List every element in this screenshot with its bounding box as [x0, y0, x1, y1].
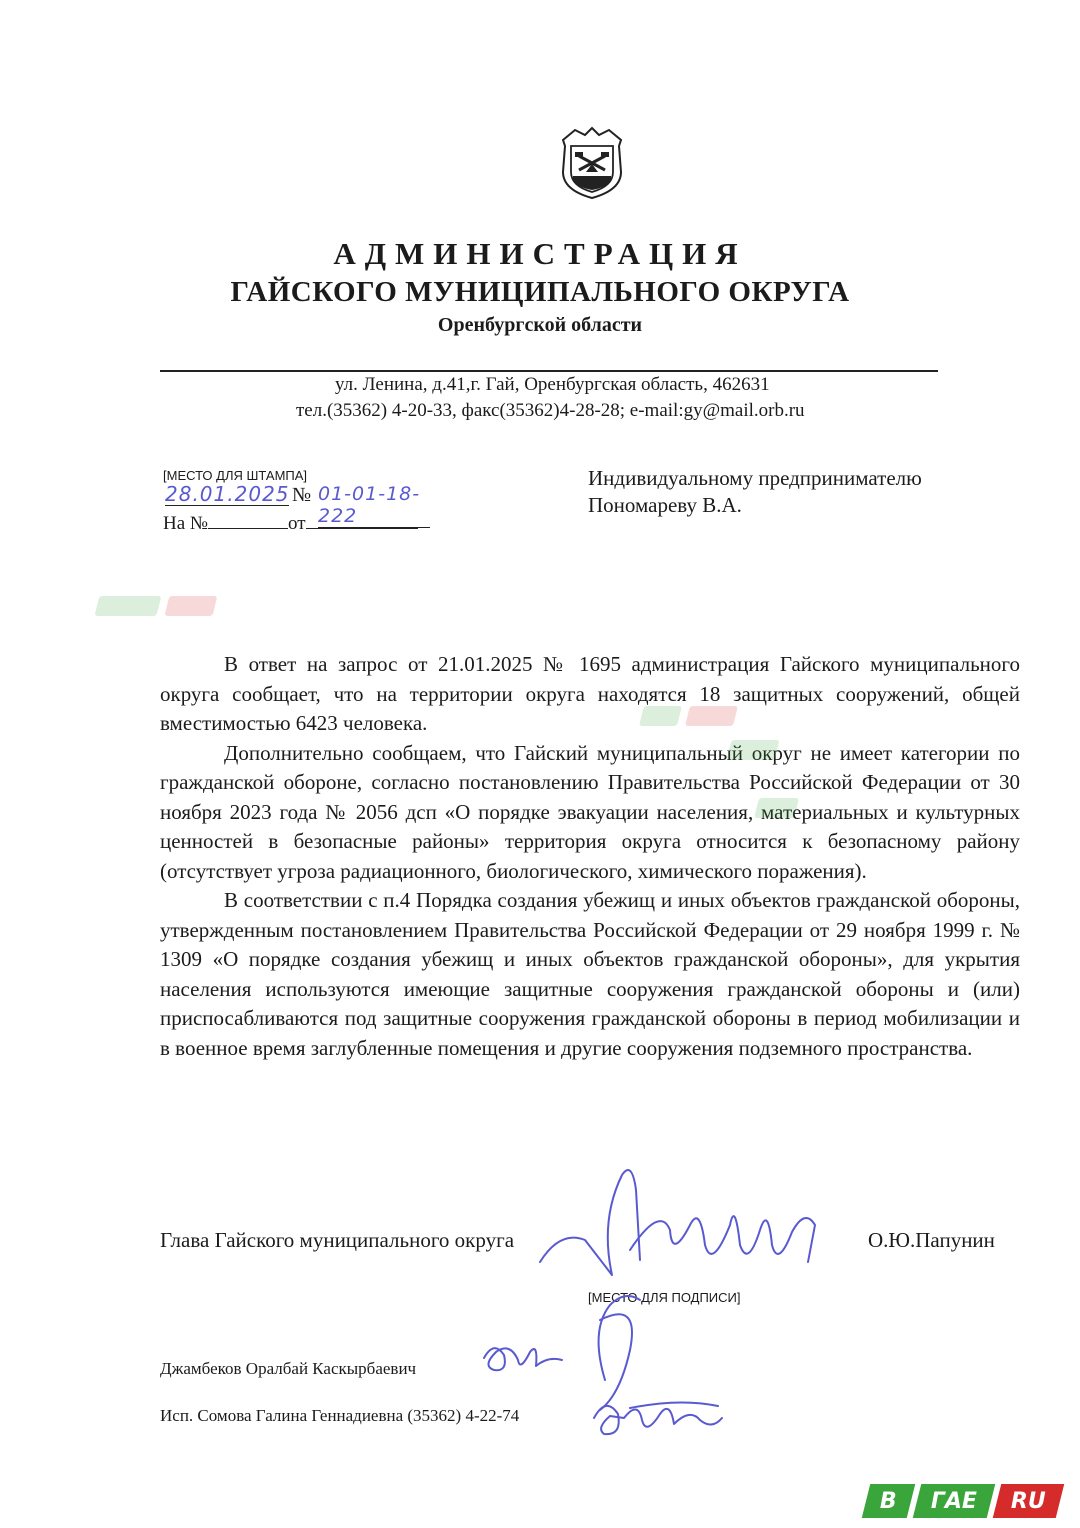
stamp-placeholder: [МЕСТО ДЛЯ ШТАМПА] [163, 468, 308, 483]
site-logo [866, 1484, 1060, 1518]
registration-number-label: № [292, 484, 312, 506]
reference-date-blank [306, 512, 418, 529]
address-line: ул. Ленина, д.41,г. Гай, Оренбургская область, 462631 [335, 374, 770, 395]
letter-body [160, 650, 1020, 1063]
logo-part-ru: RU [993, 1484, 1064, 1518]
org-name-line1: АДМИНИСТРАЦИЯ [333, 236, 747, 271]
contact-person-1: Джамбеков Оралбай Каскырбаевич [160, 1359, 417, 1378]
signer-name: О.Ю.Папунин [868, 1228, 995, 1252]
registration-number: 01-01-18-222 [318, 483, 430, 528]
registration-date: 28.01.2025 [165, 482, 290, 506]
body-paragraph-1: В ответ на запрос от 21.01.2025 № 1695 администрация Гайского муниципального округа сообщает, что на территории округа находятся 18 защитных сооружений, общей вместимостью 6423 человека. [160, 652, 1020, 735]
signature-placeholder: [МЕСТО ДЛЯ ПОДПИСИ] [588, 1290, 741, 1305]
coat-of-arms-icon [555, 126, 629, 200]
reference-number-blank [208, 512, 288, 529]
addressee [588, 465, 922, 519]
header-divider [160, 370, 938, 372]
org-region: Оренбургской области [437, 314, 643, 336]
addressee-line1: Индивидуальному предпринимателю [588, 466, 922, 490]
addressee-line2: Пономареву В.А. [588, 493, 742, 517]
body-paragraph-2: Дополнительно сообщаем, что Гайский муниципальный округ не имеет категории по гражданской обороне, согласно постановлению Правительства Российской Федерации от 30 ноября 2023 года № 2056 дсп «О порядке эвакуации населения, материальных и культурных ценностей в безопасные районы» территория округа относится к безопасному району (отсутствует угроза радиационного, биологического, химического поражения). [160, 740, 1020, 883]
logo-part-gae: ГАЕ [913, 1484, 996, 1518]
contact-line: тел.(35362) 4-20-33, факс(35362)4-28-28; e-mail:gy@mail.orb.ru [296, 400, 805, 421]
org-name-line2: ГАЙСКОГО МУНИЦИПАЛЬНОГО ОКРУГА [230, 276, 850, 308]
signer-title: Глава Гайского муниципального округа [160, 1228, 515, 1252]
contact-person-2: Исп. Сомова Галина Геннадиевна (35362) 4-22-74 [160, 1406, 520, 1425]
reference-prefix: На № [163, 513, 209, 534]
reference-line [163, 512, 418, 535]
reference-from: от [288, 513, 306, 534]
body-paragraph-3: В соответствии с п.4 Порядка создания убежищ и иных объектов гражданской обороны, утвержденным постановлением Правительства Российской Федерации от 29 ноября 1999 г. № 1309 «О порядке создания убежищ и иных объектов гражданской обороны», для укрытия населения используются имеющие защитные сооружения гражданской обороны и (или) приспосабливаются под защитные сооружения гражданской обороны в период мобилизации и в военное время заглубленные помещения и другие сооружения подземного пространства. [160, 888, 1020, 1060]
logo-part-v: В [862, 1484, 915, 1518]
